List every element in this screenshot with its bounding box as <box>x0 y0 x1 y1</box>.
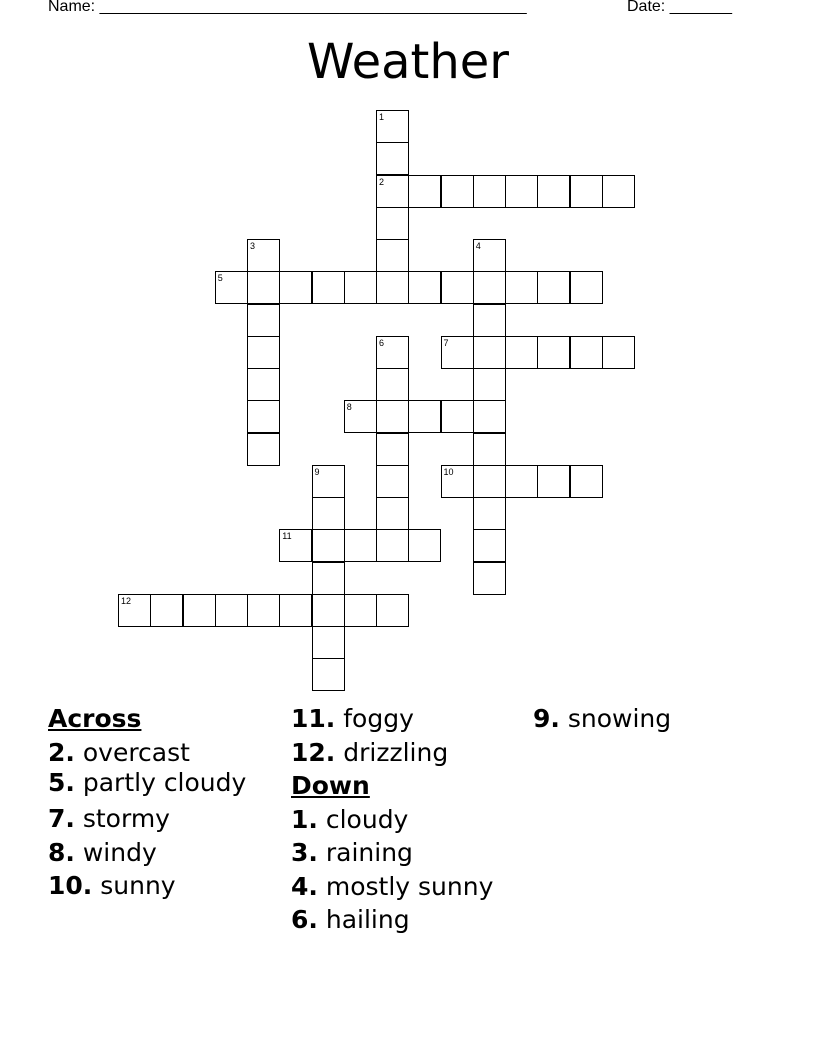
clue-across-5: 5. partly cloudy <box>48 768 247 797</box>
grid-cell[interactable] <box>505 465 538 498</box>
grid-cell[interactable] <box>473 400 506 433</box>
grid-cell[interactable] <box>247 594 280 627</box>
grid-cell[interactable] <box>537 336 570 369</box>
grid-cell[interactable] <box>376 207 409 240</box>
clue-number: 6 <box>379 337 385 348</box>
grid-cell[interactable] <box>376 368 409 401</box>
grid-cell[interactable] <box>376 336 409 369</box>
grid-cell[interactable] <box>602 175 635 208</box>
grid-cell[interactable] <box>570 465 603 498</box>
grid-cell[interactable] <box>247 336 280 369</box>
grid-cell[interactable] <box>408 175 441 208</box>
grid-cell[interactable] <box>312 594 345 627</box>
grid-cell[interactable] <box>473 497 506 530</box>
grid-cell[interactable] <box>408 271 441 304</box>
clue-number: 1 <box>379 112 385 122</box>
clue-number: 10 <box>443 466 454 477</box>
grid-cell[interactable] <box>247 400 280 433</box>
grid-cell[interactable] <box>312 271 345 304</box>
date-field-label: Date: _______ <box>627 0 732 15</box>
clue-number: 4 <box>475 241 481 251</box>
grid-cell[interactable] <box>344 400 377 433</box>
grid-cell[interactable] <box>376 465 409 498</box>
grid-cell[interactable] <box>376 239 409 272</box>
grid-cell[interactable] <box>473 562 506 595</box>
grid-cell[interactable] <box>537 271 570 304</box>
clue-column-2 <box>291 702 521 937</box>
grid-cell[interactable] <box>247 304 280 337</box>
grid-cell[interactable] <box>376 400 409 433</box>
grid-cell[interactable] <box>537 465 570 498</box>
grid-cell[interactable] <box>376 594 409 627</box>
grid-cell[interactable] <box>473 175 506 208</box>
clue-number: 3 <box>250 241 256 251</box>
grid-cell[interactable] <box>312 658 345 691</box>
grid-cell[interactable] <box>344 271 377 304</box>
clue-number: 2 <box>379 176 385 187</box>
clue-number: 7 <box>443 337 449 348</box>
grid-cell[interactable] <box>279 529 312 562</box>
grid-cell[interactable] <box>150 594 183 627</box>
grid-cell[interactable] <box>473 529 506 562</box>
clue-across-10: 10. sunny <box>48 871 176 900</box>
grid-cell[interactable] <box>247 239 280 272</box>
grid-cell[interactable] <box>408 400 441 433</box>
grid-cell[interactable] <box>376 110 409 143</box>
grid-cell[interactable] <box>344 529 377 562</box>
grid-cell[interactable] <box>505 175 538 208</box>
clue-across-2: 2. overcast <box>48 737 190 767</box>
grid-cell[interactable] <box>215 271 248 304</box>
grid-cell[interactable] <box>473 304 506 337</box>
grid-cell[interactable] <box>570 271 603 304</box>
grid-cell[interactable] <box>376 142 409 175</box>
grid-cell[interactable] <box>473 271 506 304</box>
clue-number: 9 <box>314 466 320 477</box>
across-heading: Across <box>48 704 142 733</box>
clue-number: 5 <box>217 273 223 284</box>
grid-cell[interactable] <box>505 271 538 304</box>
name-field-label: Name: ________________________________________________ <box>48 0 527 15</box>
grid-cell[interactable] <box>570 336 603 369</box>
grid-cell[interactable] <box>473 433 506 466</box>
clue-down-3: 3. raining <box>291 838 413 867</box>
grid-cell[interactable] <box>376 433 409 466</box>
grid-cell[interactable] <box>441 271 474 304</box>
grid-cell[interactable] <box>312 626 345 659</box>
clue-number: 11 <box>282 531 292 542</box>
grid-cell[interactable] <box>408 529 441 562</box>
clue-column-3 <box>533 702 763 736</box>
grid-cell[interactable] <box>376 497 409 530</box>
grid-cell[interactable] <box>505 336 538 369</box>
grid-cell[interactable] <box>441 175 474 208</box>
grid-cell[interactable] <box>376 175 409 208</box>
grid-cell[interactable] <box>344 594 377 627</box>
grid-cell[interactable] <box>537 175 570 208</box>
grid-cell[interactable] <box>376 529 409 562</box>
grid-cell[interactable] <box>118 594 151 627</box>
grid-cell[interactable] <box>473 336 506 369</box>
clue-down-4: 4. mostly sunny <box>291 871 494 901</box>
grid-cell[interactable] <box>376 271 409 304</box>
clue-across-8: 8. windy <box>48 837 157 867</box>
clue-across-11: 11. foggy <box>291 704 414 733</box>
grid-cell[interactable] <box>215 594 248 627</box>
clue-column-1 <box>48 702 258 903</box>
puzzle-title: Weather <box>306 34 510 90</box>
grid-cell[interactable] <box>312 529 345 562</box>
clue-down-1: 1. cloudy <box>291 804 409 834</box>
grid-cell[interactable] <box>441 465 474 498</box>
grid-cell[interactable] <box>602 336 635 369</box>
grid-cell[interactable] <box>247 433 280 466</box>
clue-down-9: 9. snowing <box>533 704 672 733</box>
down-heading: Down <box>291 771 370 800</box>
clue-down-6: 6. hailing <box>291 905 410 934</box>
clue-number: 12 <box>121 595 132 606</box>
grid-cell[interactable] <box>247 271 280 304</box>
clue-across-7: 7. stormy <box>48 804 170 833</box>
grid-cell[interactable] <box>183 594 216 627</box>
grid-cell[interactable] <box>279 594 312 627</box>
clue-across-12: 12. drizzling <box>291 737 449 767</box>
grid-cell[interactable] <box>312 562 345 595</box>
clue-number: 8 <box>346 402 352 413</box>
grid-cell[interactable] <box>473 239 506 272</box>
grid-cell[interactable] <box>441 336 474 369</box>
grid-cell[interactable] <box>570 175 603 208</box>
grid-cell[interactable] <box>312 465 345 498</box>
grid-cell[interactable] <box>312 497 345 530</box>
grid-cell[interactable] <box>247 368 280 401</box>
grid-cell[interactable] <box>279 271 312 304</box>
grid-cell[interactable] <box>473 368 506 401</box>
grid-cell[interactable] <box>441 400 474 433</box>
grid-cell[interactable] <box>473 465 506 498</box>
